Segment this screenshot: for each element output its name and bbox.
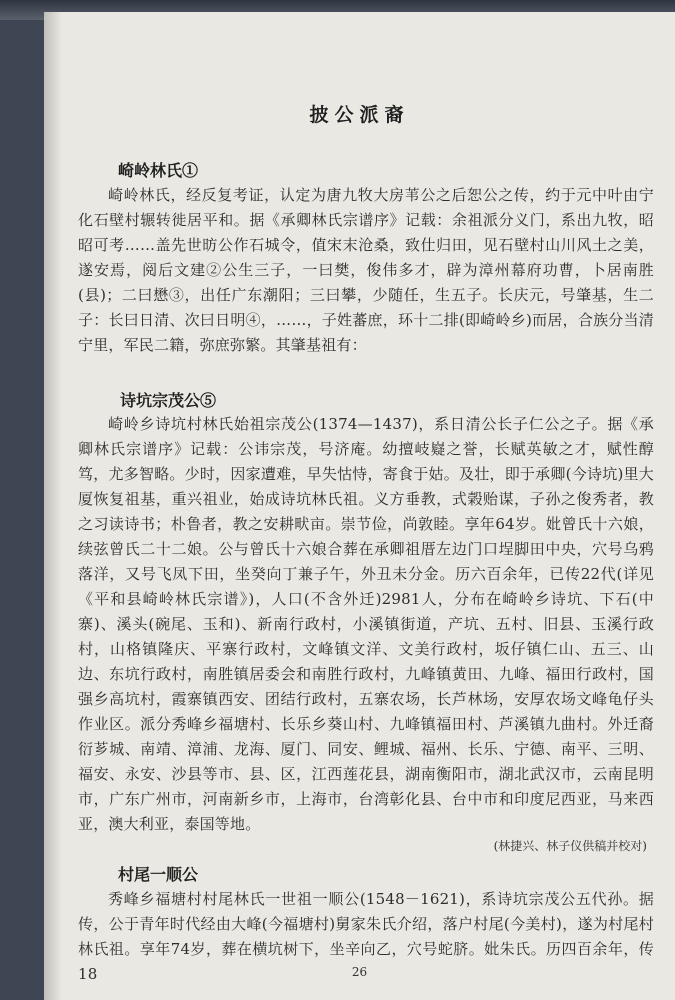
credit-line: (林捷兴、林子仪供稿并校对)	[493, 839, 647, 853]
section-body-cunwei: 秀峰乡福塘村村尾林氏一世祖一顺公(1548－1621)，系诗坑宗茂公五代孙。据传，公于青年时代经由大峰(今福塘村)舅家朱氏介绍，落户村尾(今美村)，遂为村尾村林氏祖。享年74岁，葬在横坑树下，坐辛向乙，穴号蛇脐。妣朱氏。历四百余年，传18	[78, 890, 654, 983]
section-heading-cunwei: 村尾一顺公	[118, 865, 199, 884]
section-body-shikeng: 崎岭乡诗坑村林氏始祖宗茂公(1374—1437)，系日清公长子仁公之子。据《承卿林氏宗谱序》记载：公讳宗茂，号济庵。幼擅岐嶷之誉，长赋英敏之才，赋性醇笃，尤多智略。少时，因家遭难，早失怙恃，寄食于姑。及壮，即于承卿(今诗坑)里大厦恢复祖基，重兴祖业，始成诗坑林氏祖。义方垂教，式榖贻谋，子孙之俊秀者，教之习读诗书；朴鲁者，教之安耕畎亩。崇节俭，尚敦睦。享年64岁。妣曾氏十六娘，续弦曾氏二十二娘。公与曾氏十六娘合葬在承卿祖厝左边门口埕脚田中央，穴号乌鸦落洋，又号飞凤下田，坐癸向丁兼子午，外丑未分金。历六百余年，已传22代(详见《平和县崎岭林氏宗谱》)，人口(不含外迁)2981人，分布在崎岭乡诗坑、下石(中寨)、溪头(碗尾、玉和)、新南行政村，小溪镇街道，产坑、五村、旧县、玉溪行政村，山格镇隆庆、平寨行政村，文峰镇文洋、文美行政村，坂仔镇仁山、五三、山边、东坑行政村，南胜镇居委会和南胜行政村，九峰镇黄田、九峰、福田行政村，国强乡高坑村，霞寨镇西安、团结行政村，五寨农场，长芦林场，安厚农场文峰龟仔头作业区。派分秀峰乡福塘村、长乐乡葵山村、九峰镇福田村、芦溪镇九曲村。外迁裔衍芗城、南靖、漳浦、龙海、厦门、同安、鲤城、福州、长乐、宁德、南平、三明、福安、永安、沙县等市、县、区，江西莲花县，湖南衡阳市，湖北武汉市，云南昆明市，广东广州市，河南新乡市，上海市，台湾彰化县、台中市和印度尼西亚，马来西亚，澳大利亚，泰国等地。	[78, 415, 654, 833]
page-title: 披公派裔	[309, 104, 410, 126]
book-page	[44, 12, 675, 1000]
section-body-qiling: 崎岭林氏，经反复考证，认定为唐九牧大房苇公之后恕公之传，约于元中叶由宁化石壁村辗转徙居平和。据《承卿林氏宗谱序》记载：余祖派分义门，系出九牧，昭昭可考……盖先世昉公作石城令，值宋末沧桑，致仕归田，见石壁村山川风土之美，遂安焉，阅后文建②公生三子，一曰樊，俊伟多才，辟为漳州幕府功曹，卜居南胜(县)；二曰懋③，出任广东潮阳；三曰攀，少随任，生五子。长庆元，号肇基，生二子：长曰日清、次曰日明④，……，子姓蕃庶，环十二排(即崎岭乡)而居，合族分当清宁里，军民二籍，弥庶弥繁。其肇基祖有：	[78, 186, 654, 354]
section-heading-shikeng: 诗坑宗茂公⑤	[120, 391, 217, 410]
section-heading-qiling: 崎岭林氏①	[118, 161, 199, 180]
page-number: 26	[351, 965, 368, 979]
page-content	[44, 12, 675, 1000]
